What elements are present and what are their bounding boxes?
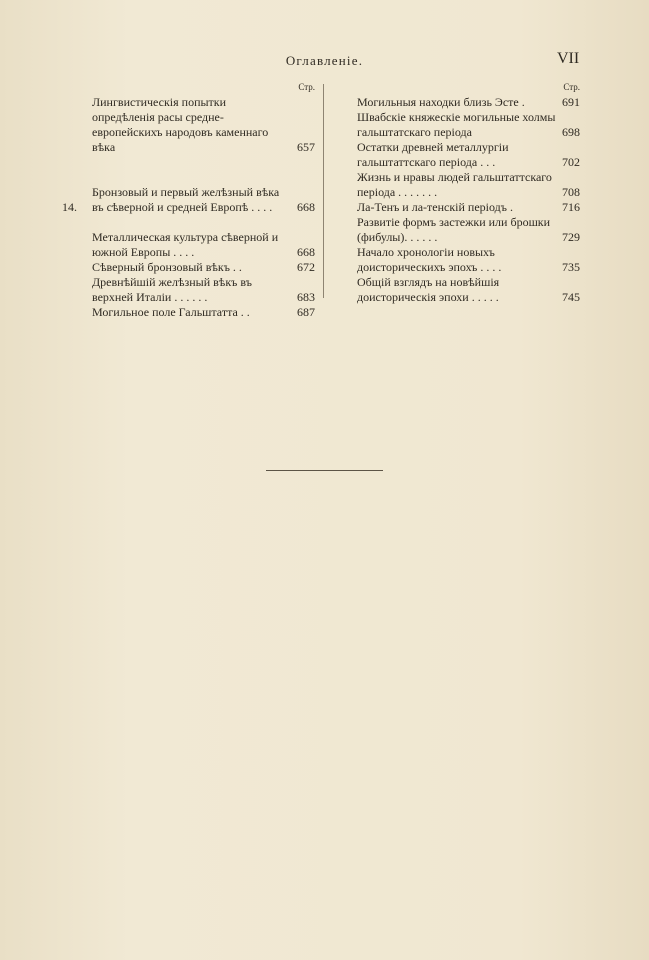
entry-page: 683 — [297, 290, 315, 304]
page-column-header: Стр. — [298, 82, 315, 92]
toc-entry — [357, 110, 580, 140]
toc-entry — [357, 95, 580, 110]
toc-entry — [62, 95, 315, 155]
entry-title: Бронзовый и первый желѣзный вѣка въ сѣверной и средней Европѣ . . . . — [92, 185, 280, 214]
entry-title: Ла-Тенъ и ла-тенскiй перiодъ . — [357, 200, 513, 214]
toc-entry — [62, 275, 315, 305]
entry-page: 735 — [562, 260, 580, 274]
entry-title: Остатки древней металлургiи гальштаттскаго перiода . . . — [357, 140, 509, 169]
running-title: Оглавленiе. — [285, 53, 364, 68]
entry-page: 672 — [297, 260, 315, 274]
entry-page: 687 — [297, 305, 315, 319]
entry-page: 691 — [562, 95, 580, 109]
toc-entry — [357, 170, 580, 200]
entry-page: 729 — [562, 230, 580, 244]
entry-title: Начало хронологiи новыхъ доисторическихъ эпохъ . . . . — [357, 245, 502, 274]
entry-title: Могильное поле Гальштатта . . — [92, 305, 250, 319]
section-end-rule — [266, 470, 383, 471]
toc-entry — [62, 260, 315, 275]
entry-title: Сѣверный бронзовый вѣкъ . . — [92, 260, 242, 274]
entry-page: 668 — [297, 245, 315, 259]
entry-page: 657 — [297, 140, 315, 154]
entry-page: 698 — [562, 125, 580, 139]
toc-entry — [357, 245, 580, 275]
toc-entry — [357, 140, 580, 170]
entry-title: Могильныя находки близь Эсте . — [357, 95, 525, 109]
entry-title: Швабскiе княжескiе могильные холмы гальштатскаго перiода — [357, 110, 556, 139]
toc-entry — [62, 230, 315, 260]
toc-right-column — [357, 82, 580, 305]
toc-entry — [357, 275, 580, 305]
column-divider — [323, 84, 324, 298]
entry-page: 716 — [562, 200, 580, 214]
entry-title: Древнѣйшiй желѣзный вѣкъ въ верхней Италiи . . . . . . — [92, 275, 252, 304]
entry-title: Общiй взглядъ на новѣйшiя доисторическiя эпохи . . . . . — [357, 275, 500, 304]
entry-page: 702 — [562, 155, 580, 169]
toc-left-column — [62, 82, 315, 320]
entry-title: Развитiе формъ застежки или брошки (фибулы). . . . . . — [357, 215, 551, 244]
entry-page: 708 — [562, 185, 580, 199]
toc-entry — [62, 305, 315, 320]
entry-title: Лингвистическiя попытки опредѣленiя расы средне-европейскихъ народовъ каменнаго вѣка — [92, 95, 269, 154]
entry-page: 668 — [297, 200, 315, 214]
entry-title: Жизнь и нравы людей гальштаттскаго перiода . . . . . . . — [357, 170, 552, 199]
toc-entry-chapter — [62, 185, 315, 215]
page-column-header: Стр. — [563, 82, 580, 92]
toc-entry — [357, 200, 580, 215]
page-number: VII — [557, 50, 580, 67]
entry-page: 745 — [562, 290, 580, 304]
entry-number: 14. — [62, 200, 77, 214]
toc-entry — [357, 215, 580, 245]
entry-title: Металлическая культура сѣверной и южной Европы . . . . — [92, 230, 279, 259]
